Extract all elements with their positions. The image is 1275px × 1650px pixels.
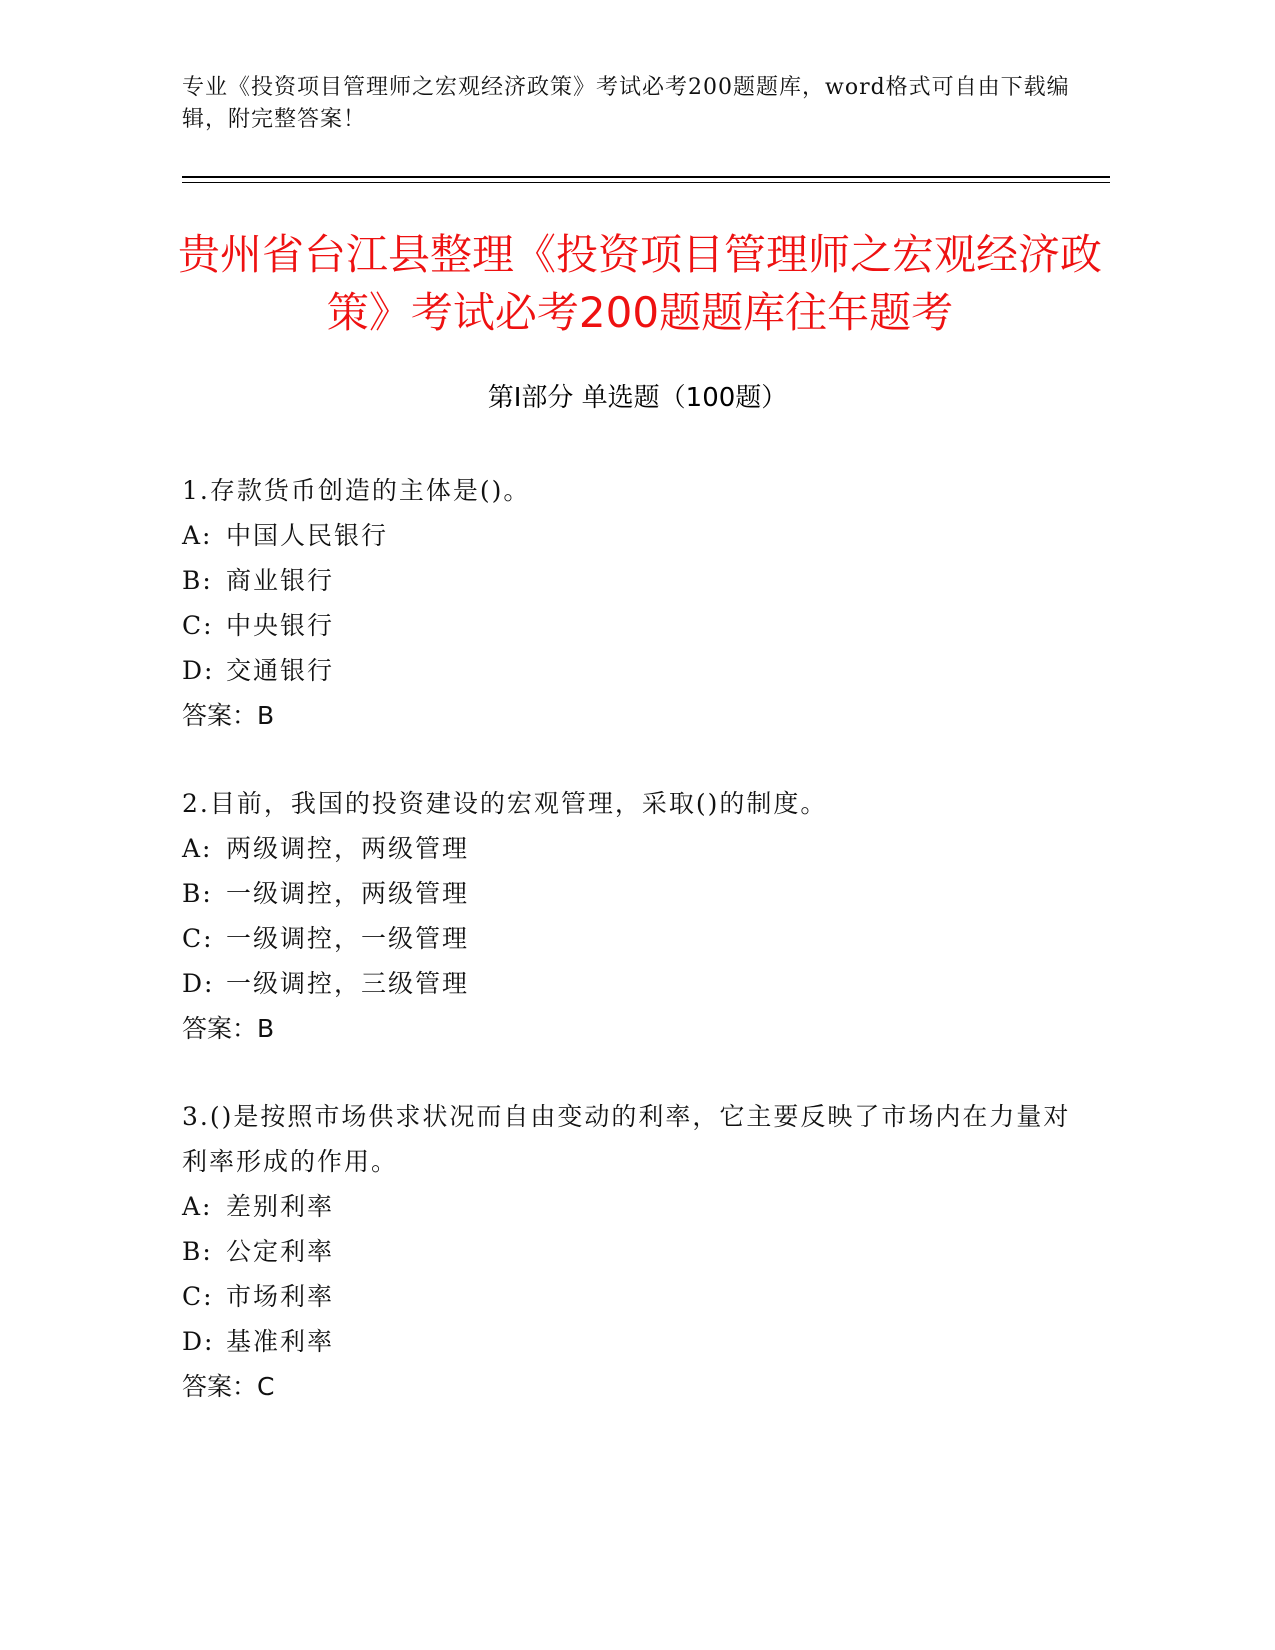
question-stem: 3.()是按照市场供求状况而自由变动的利率，它主要反映了市场内在力量对利率形成的作用。	[182, 1102, 1071, 1176]
answer-line: 答案：C	[182, 1372, 275, 1401]
option-key: A:	[182, 521, 213, 550]
option-text: 一级调控，三级管理	[226, 969, 470, 998]
option-text: 两级调控，两级管理	[226, 834, 470, 863]
option-text: 差别利率	[226, 1192, 335, 1221]
question-item	[182, 1094, 1082, 1410]
option-d	[182, 648, 1082, 693]
question-item	[182, 468, 1082, 739]
option-text: 中央银行	[226, 611, 335, 640]
option-text: 市场利率	[226, 1282, 335, 1311]
header-divider-thin	[182, 182, 1110, 183]
question-item	[182, 781, 1082, 1052]
answer-line: 答案：B	[182, 701, 275, 730]
option-text: 商业银行	[226, 566, 335, 595]
option-text: 基准利率	[226, 1327, 335, 1356]
option-key: B:	[182, 566, 213, 595]
option-key: B:	[182, 879, 213, 908]
option-key: C:	[182, 1282, 214, 1311]
option-key: B:	[182, 1237, 213, 1266]
option-a	[182, 513, 1082, 558]
option-key: D:	[182, 1327, 215, 1356]
header-note: 专业《投资项目管理师之宏观经济政策》考试必考200题题库，word格式可自由下载编辑，附完整答案！	[182, 75, 1070, 132]
option-text: 一级调控，一级管理	[226, 924, 470, 953]
answer-line: 答案：B	[182, 1014, 275, 1043]
option-c	[182, 916, 1082, 961]
option-key: D:	[182, 969, 215, 998]
option-b	[182, 558, 1082, 603]
option-c	[182, 603, 1082, 648]
section-heading: 第Ⅰ部分 单选题（100题）	[487, 383, 788, 413]
option-key: C:	[182, 611, 214, 640]
question-stem: 1.存款货币创造的主体是()。	[182, 476, 531, 505]
option-key: A:	[182, 1192, 213, 1221]
option-text: 公定利率	[226, 1237, 335, 1266]
option-key: C:	[182, 924, 214, 953]
option-key: A:	[182, 834, 213, 863]
option-text: 一级调控，两级管理	[226, 879, 470, 908]
option-text: 交通银行	[226, 656, 335, 685]
option-a	[182, 1184, 1082, 1229]
question-list	[182, 468, 1082, 1452]
option-a	[182, 826, 1082, 871]
option-d	[182, 961, 1082, 1006]
option-text: 中国人民银行	[226, 521, 389, 550]
option-key: D:	[182, 656, 215, 685]
option-d	[182, 1319, 1082, 1364]
question-stem: 2.目前，我国的投资建设的宏观管理，采取()的制度。	[182, 789, 828, 818]
option-b	[182, 1229, 1082, 1274]
option-c	[182, 1274, 1082, 1319]
option-b	[182, 871, 1082, 916]
document-title: 贵州省台江县整理《投资项目管理师之宏观经济政策》考试必考200题题库往年题考	[177, 230, 1102, 337]
header-divider-thick	[182, 176, 1110, 178]
